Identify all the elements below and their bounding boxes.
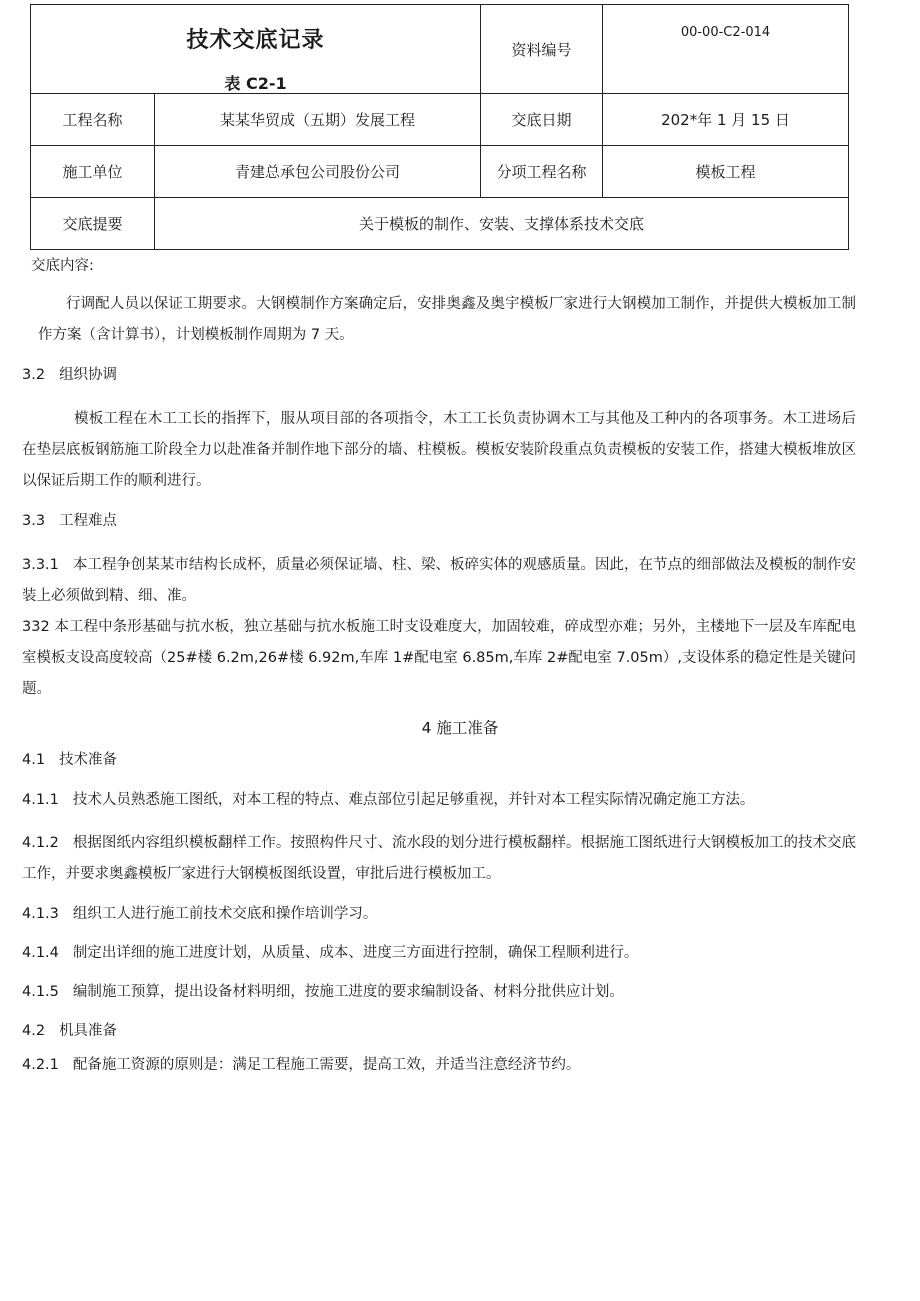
section-4-1-1 <box>22 788 754 809</box>
section-text: 制定出详细的施工进度计划，从质量、成本、进度三方面进行控制，确保工程顺利进行。 <box>72 945 639 961</box>
section-3-2-heading <box>22 363 117 384</box>
section-number: 4.2 <box>22 1023 46 1039</box>
section-number: 3.3 <box>22 513 46 529</box>
date-label: 交底日期 <box>481 94 603 146</box>
section-title: 组织协调 <box>59 367 118 383</box>
section-title: 工程难点 <box>59 513 118 529</box>
section-3-3-2: 332 本工程中条形基础与抗水板，独立基础与抗水板施工时支设难度大，加固较难，碎成型亦难；另外，主楼地下一层及车库配电室模板支设高度较高（25#楼 6.2m,26#楼 6.92m,车库 1#配电室 6.85m,车库 2#配电室 7.05m）,支设体系的稳定性是关键问题。 <box>22 619 856 697</box>
section-number: 4.1 <box>22 752 46 768</box>
section-number: 4.1.3 <box>22 906 59 922</box>
section-number: 4.2.1 <box>22 1057 59 1073</box>
section-text: 本工程争创某某市结构长成杯，质量必须保证墙、柱、梁、板碎实体的观感质量。因此，在节点的细部做法及模板的制作安装上必须做到精、细、准。 <box>22 557 856 604</box>
subproject-value: 模板工程 <box>603 146 849 198</box>
section-number: 4.1.1 <box>22 792 59 808</box>
section-text: 根据图纸内容组织模板翻样工作。按照构件尺寸、流水段的划分进行模板翻样。根据施工图纸进行大钢模板加工的技术交底工作，并要求奥鑫模板厂家进行大钢模板图纸设置，审批后进行模板加工。 <box>22 835 856 882</box>
project-name-value: 某某华贸成（五期）发展工程 <box>155 94 481 146</box>
date-value: 202*年 1 月 15 日 <box>603 94 849 146</box>
doc-no-value: 00-00-C2-014 <box>603 5 849 94</box>
title-cell <box>31 5 481 94</box>
section-title: 技术准备 <box>59 752 118 768</box>
form-number: 表 C2-1 <box>224 74 287 93</box>
section-3-3-heading <box>22 509 117 530</box>
section-3-2-text: 模板工程在木工工长的指挥下，服从项目部的各项指令，木工工长负责协调木工与其他及工种内的各项事务。木工进场后在垫层底板钢筋施工阶段全力以赴准备并制作地下部分的墙、柱模板。模板安装阶段重点负责模板的安装工作，搭建大模板堆放区以保证后期工作的顺利进行。 <box>22 411 856 489</box>
header-table <box>30 4 849 250</box>
section-text: 配备施工资源的原则是：满足工程施工需要，提高工效，并适当注意经济节约。 <box>72 1057 581 1073</box>
contractor-label: 施工单位 <box>31 146 155 198</box>
summary-label: 交底提要 <box>31 198 155 250</box>
section-number: 4.1.2 <box>22 835 59 851</box>
document-title: 技术交底记录 <box>186 28 325 53</box>
section-3-3-1 <box>22 550 856 612</box>
subproject-label: 分项工程名称 <box>481 146 603 198</box>
section-number: 4.1.5 <box>22 984 59 1000</box>
intro-paragraph: 行调配人员以保证工期要求。大钢模制作方案确定后，安排奥鑫及奥宇模板厂家进行大钢模加工制作，并提供大模板加工制作方案（含计算书），计划模板制作周期为 7 天。 <box>38 296 856 343</box>
section-4-1-3 <box>22 902 377 923</box>
project-name-label: 工程名称 <box>31 94 155 146</box>
contractor-value: 青建总承包公司股份公司 <box>155 146 481 198</box>
section-4-1-5 <box>22 980 624 1001</box>
section-4-2-heading <box>22 1019 117 1040</box>
section-number: 3.3.1 <box>22 557 59 573</box>
section-4-1-heading <box>22 748 117 769</box>
section-number: 4.1.4 <box>22 945 59 961</box>
summary-value: 关于模板的制作、安装、支撑体系技术交底 <box>155 198 849 250</box>
section-text: 组织工人进行施工前技术交底和操作培训学习。 <box>72 906 378 922</box>
section-text: 技术人员熟悉施工图纸，对本工程的特点、难点部位引起足够重视，并针对本工程实际情况确定施工方法。 <box>72 792 755 808</box>
section-4-1-2 <box>22 828 856 890</box>
chapter-4-title: 4 施工准备 <box>421 719 499 737</box>
section-number: 3.2 <box>22 367 46 383</box>
doc-no-label: 资料编号 <box>481 5 603 94</box>
section-title: 机具准备 <box>59 1023 118 1039</box>
section-4-2-1 <box>22 1053 580 1074</box>
content-label: 交底内容: <box>31 258 94 274</box>
section-text: 编制施工预算，提出设备材料明细，按施工进度的要求编制设备、材料分批供应计划。 <box>72 984 624 1000</box>
section-4-1-4 <box>22 941 638 962</box>
